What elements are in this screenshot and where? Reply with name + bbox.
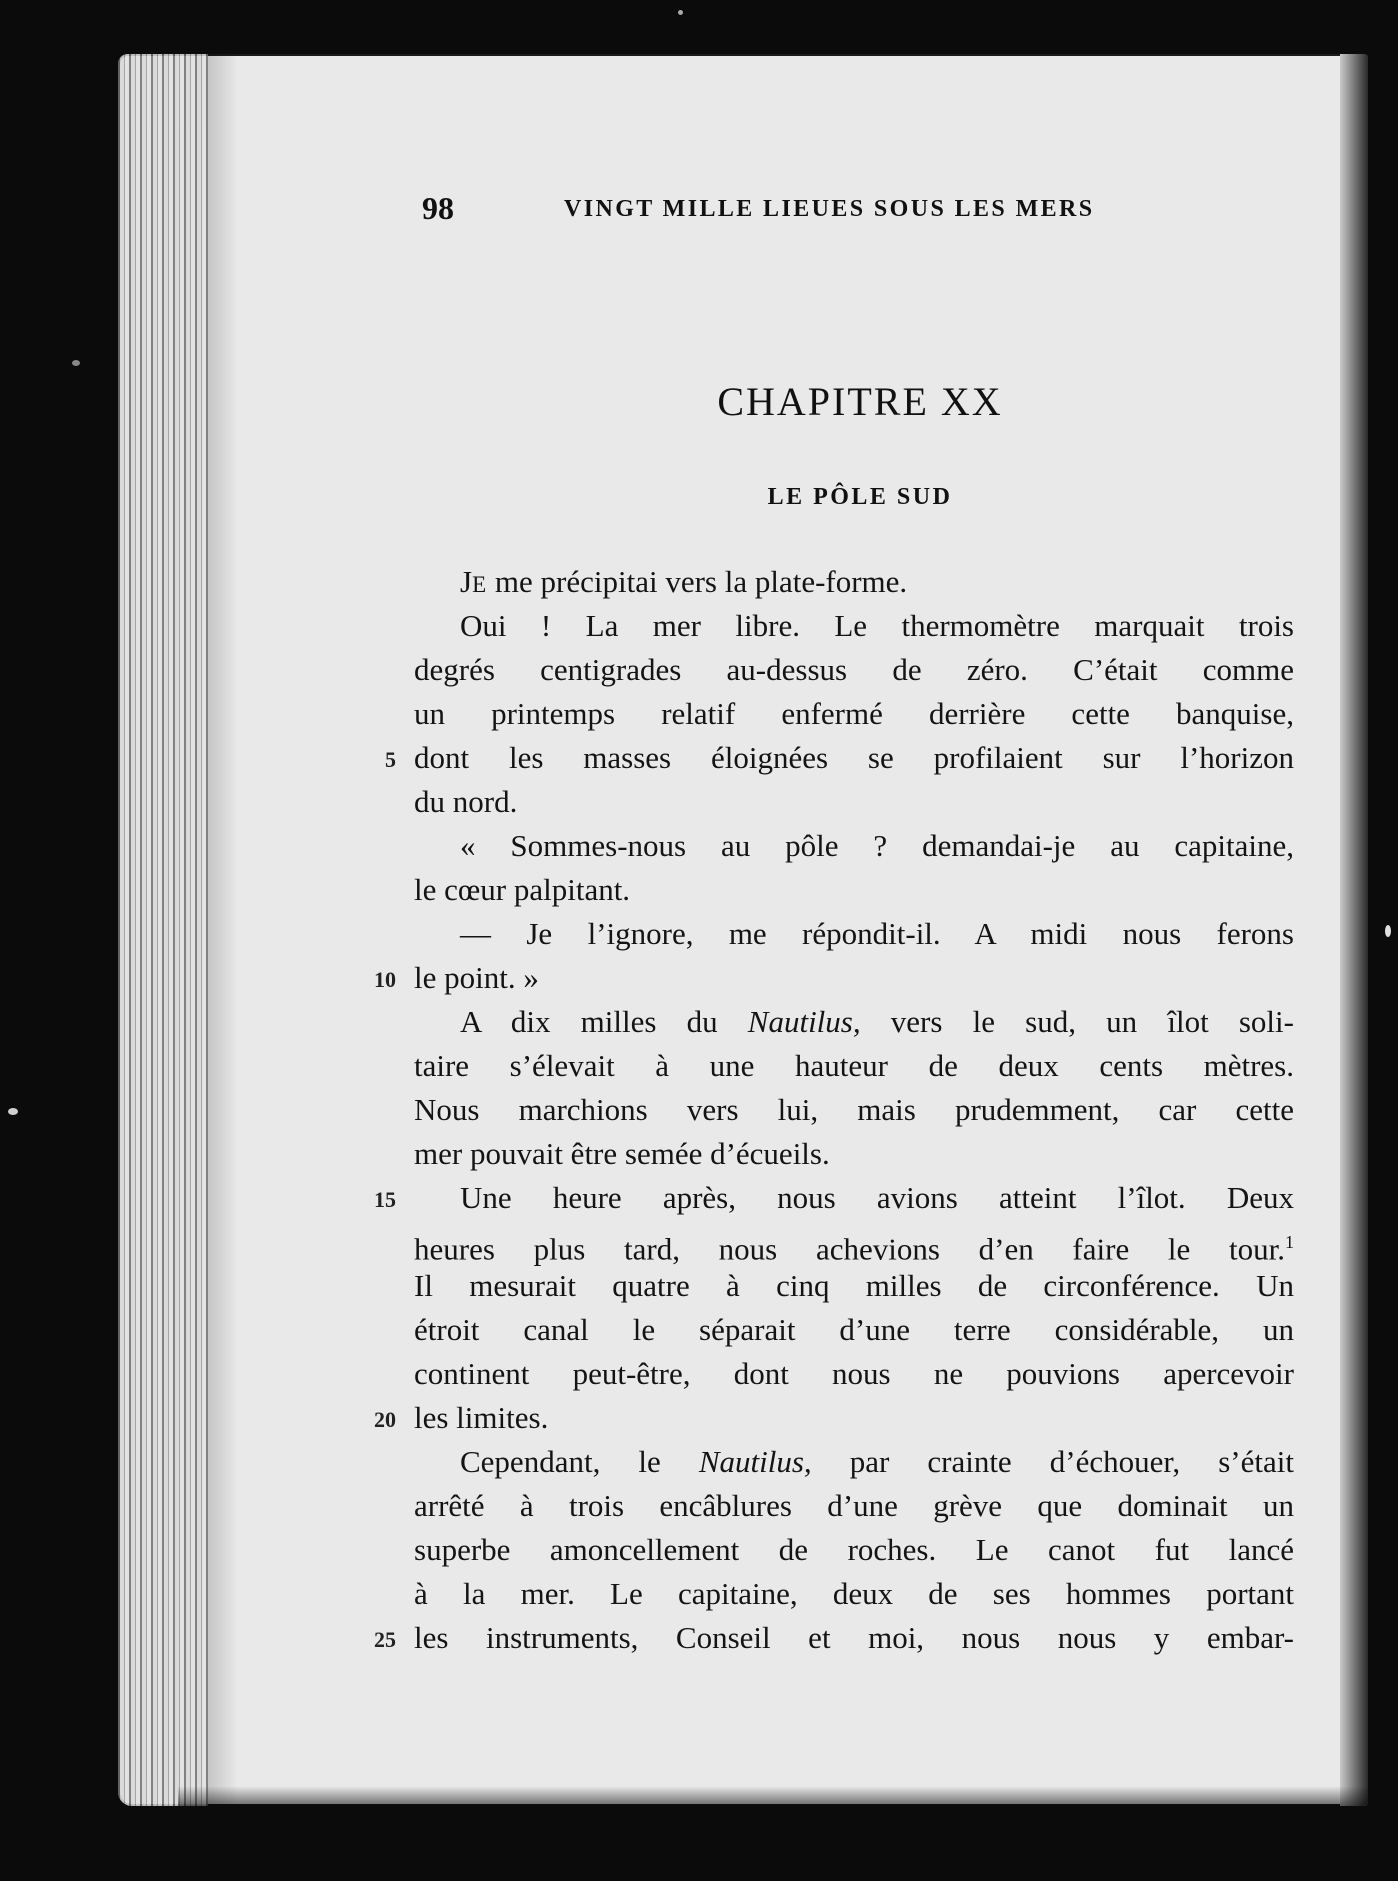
line-text: les limites. bbox=[414, 1400, 549, 1435]
text-line bbox=[414, 560, 1294, 604]
page-right-edge bbox=[1340, 54, 1368, 1806]
text-line bbox=[414, 1264, 1294, 1308]
text-line bbox=[414, 868, 1294, 912]
running-title: VINGT MILLE LIEUES SOUS LES MERS bbox=[564, 196, 1095, 222]
body-text bbox=[374, 560, 1294, 1660]
line-number: 25 bbox=[374, 1627, 396, 1652]
small-caps: E bbox=[472, 572, 488, 597]
text-line bbox=[414, 1088, 1294, 1132]
line-text: « Sommes-nous au pôle ? demandai-je au capitaine, bbox=[460, 828, 1294, 863]
line-text: le cœur palpitant. bbox=[414, 872, 631, 907]
line-text: dont les masses éloignées se profilaient sur l’horizon bbox=[414, 740, 1294, 775]
line-text: un printemps relatif enfermé derrière cette banquise, bbox=[414, 696, 1294, 731]
text-line bbox=[374, 956, 1294, 1000]
line-text: superbe amoncellement de roches. Le canot fut lancé bbox=[414, 1532, 1294, 1567]
line-number: 20 bbox=[374, 1407, 396, 1432]
text-line bbox=[414, 824, 1294, 868]
text-line bbox=[414, 912, 1294, 956]
line-text: le point. » bbox=[414, 960, 539, 995]
text-line bbox=[374, 1616, 1294, 1660]
line-text: Cependant, le bbox=[460, 1444, 699, 1479]
text-line bbox=[385, 736, 1294, 780]
line-text: à la mer. Le capitaine, deux de ses hommes portant bbox=[414, 1576, 1294, 1611]
text-line bbox=[374, 1176, 1294, 1220]
line-text: étroit canal le séparait d’une terre considérable, un bbox=[414, 1312, 1294, 1347]
text-line bbox=[414, 1440, 1294, 1484]
text-line bbox=[414, 780, 1294, 824]
text-line bbox=[414, 1484, 1294, 1528]
text-line bbox=[414, 1528, 1294, 1572]
italic-ship-name: Nautilus, bbox=[747, 1004, 861, 1039]
line-text: mer pouvait être semée d’écueils. bbox=[414, 1136, 830, 1171]
line-text: heures plus tard, nous achevions d’en faire le tour. bbox=[414, 1231, 1285, 1267]
page-bottom-edge bbox=[178, 1786, 1368, 1806]
line-text: Nous marchions vers lui, mais prudemment, car cette bbox=[414, 1092, 1294, 1127]
text-line bbox=[414, 1352, 1294, 1396]
italic-ship-name: Nautilus, bbox=[698, 1444, 812, 1479]
text-line bbox=[414, 1000, 1294, 1044]
line-text: vers le sud, un îlot soli- bbox=[860, 1004, 1294, 1039]
line-text: Oui ! La mer libre. Le thermomètre marquait trois bbox=[460, 608, 1294, 643]
line-text: Une heure après, nous avions atteint l’îlot. Deux bbox=[460, 1180, 1294, 1215]
line-text: continent peut-être, dont nous ne pouvions apercevoir bbox=[414, 1356, 1294, 1391]
drop-initial: J bbox=[460, 564, 473, 599]
text-line bbox=[414, 1132, 1294, 1176]
line-number: 5 bbox=[385, 747, 396, 772]
line-text: arrêté à trois encâblures d’une grève que dominait un bbox=[414, 1488, 1294, 1523]
footnote-marker: 1 bbox=[1285, 1232, 1294, 1252]
line-number: 10 bbox=[374, 967, 396, 992]
line-text: degrés centigrades au-dessus de zéro. C’était comme bbox=[414, 652, 1294, 687]
line-text: me précipitai vers la plate-forme. bbox=[487, 564, 908, 599]
text-line bbox=[414, 1572, 1294, 1616]
scan-dust bbox=[8, 1108, 18, 1115]
line-text: du nord. bbox=[414, 784, 518, 819]
text-line bbox=[414, 692, 1294, 736]
line-number: 15 bbox=[374, 1187, 396, 1212]
page-number: 98 bbox=[422, 190, 454, 226]
text-line bbox=[414, 1220, 1294, 1267]
text-line bbox=[374, 1396, 1294, 1440]
chapter-title: CHAPITRE XX bbox=[717, 379, 1003, 424]
text-line bbox=[414, 648, 1294, 692]
line-text: — Je l’ignore, me répondit-il. A midi nous ferons bbox=[460, 916, 1294, 951]
text-line bbox=[414, 604, 1294, 648]
page-edges bbox=[118, 54, 208, 1806]
line-text: taire s’élevait à une hauteur de deux cents mètres. bbox=[414, 1048, 1294, 1083]
line-text: A dix milles du bbox=[460, 1004, 748, 1039]
line-text: Il mesurait quatre à cinq milles de circonférence. Un bbox=[414, 1268, 1294, 1303]
line-text: par crainte d’échouer, s’était bbox=[811, 1444, 1294, 1479]
line-text: les instruments, Conseil et moi, nous nous y embar- bbox=[414, 1620, 1294, 1655]
scan-dust bbox=[678, 10, 683, 15]
running-head bbox=[422, 190, 1162, 234]
scan-dust bbox=[72, 360, 80, 366]
scan-dust bbox=[1385, 925, 1391, 937]
text-line bbox=[414, 1308, 1294, 1352]
chapter-subtitle: LE PÔLE SUD bbox=[767, 484, 953, 510]
text-line bbox=[414, 1044, 1294, 1088]
